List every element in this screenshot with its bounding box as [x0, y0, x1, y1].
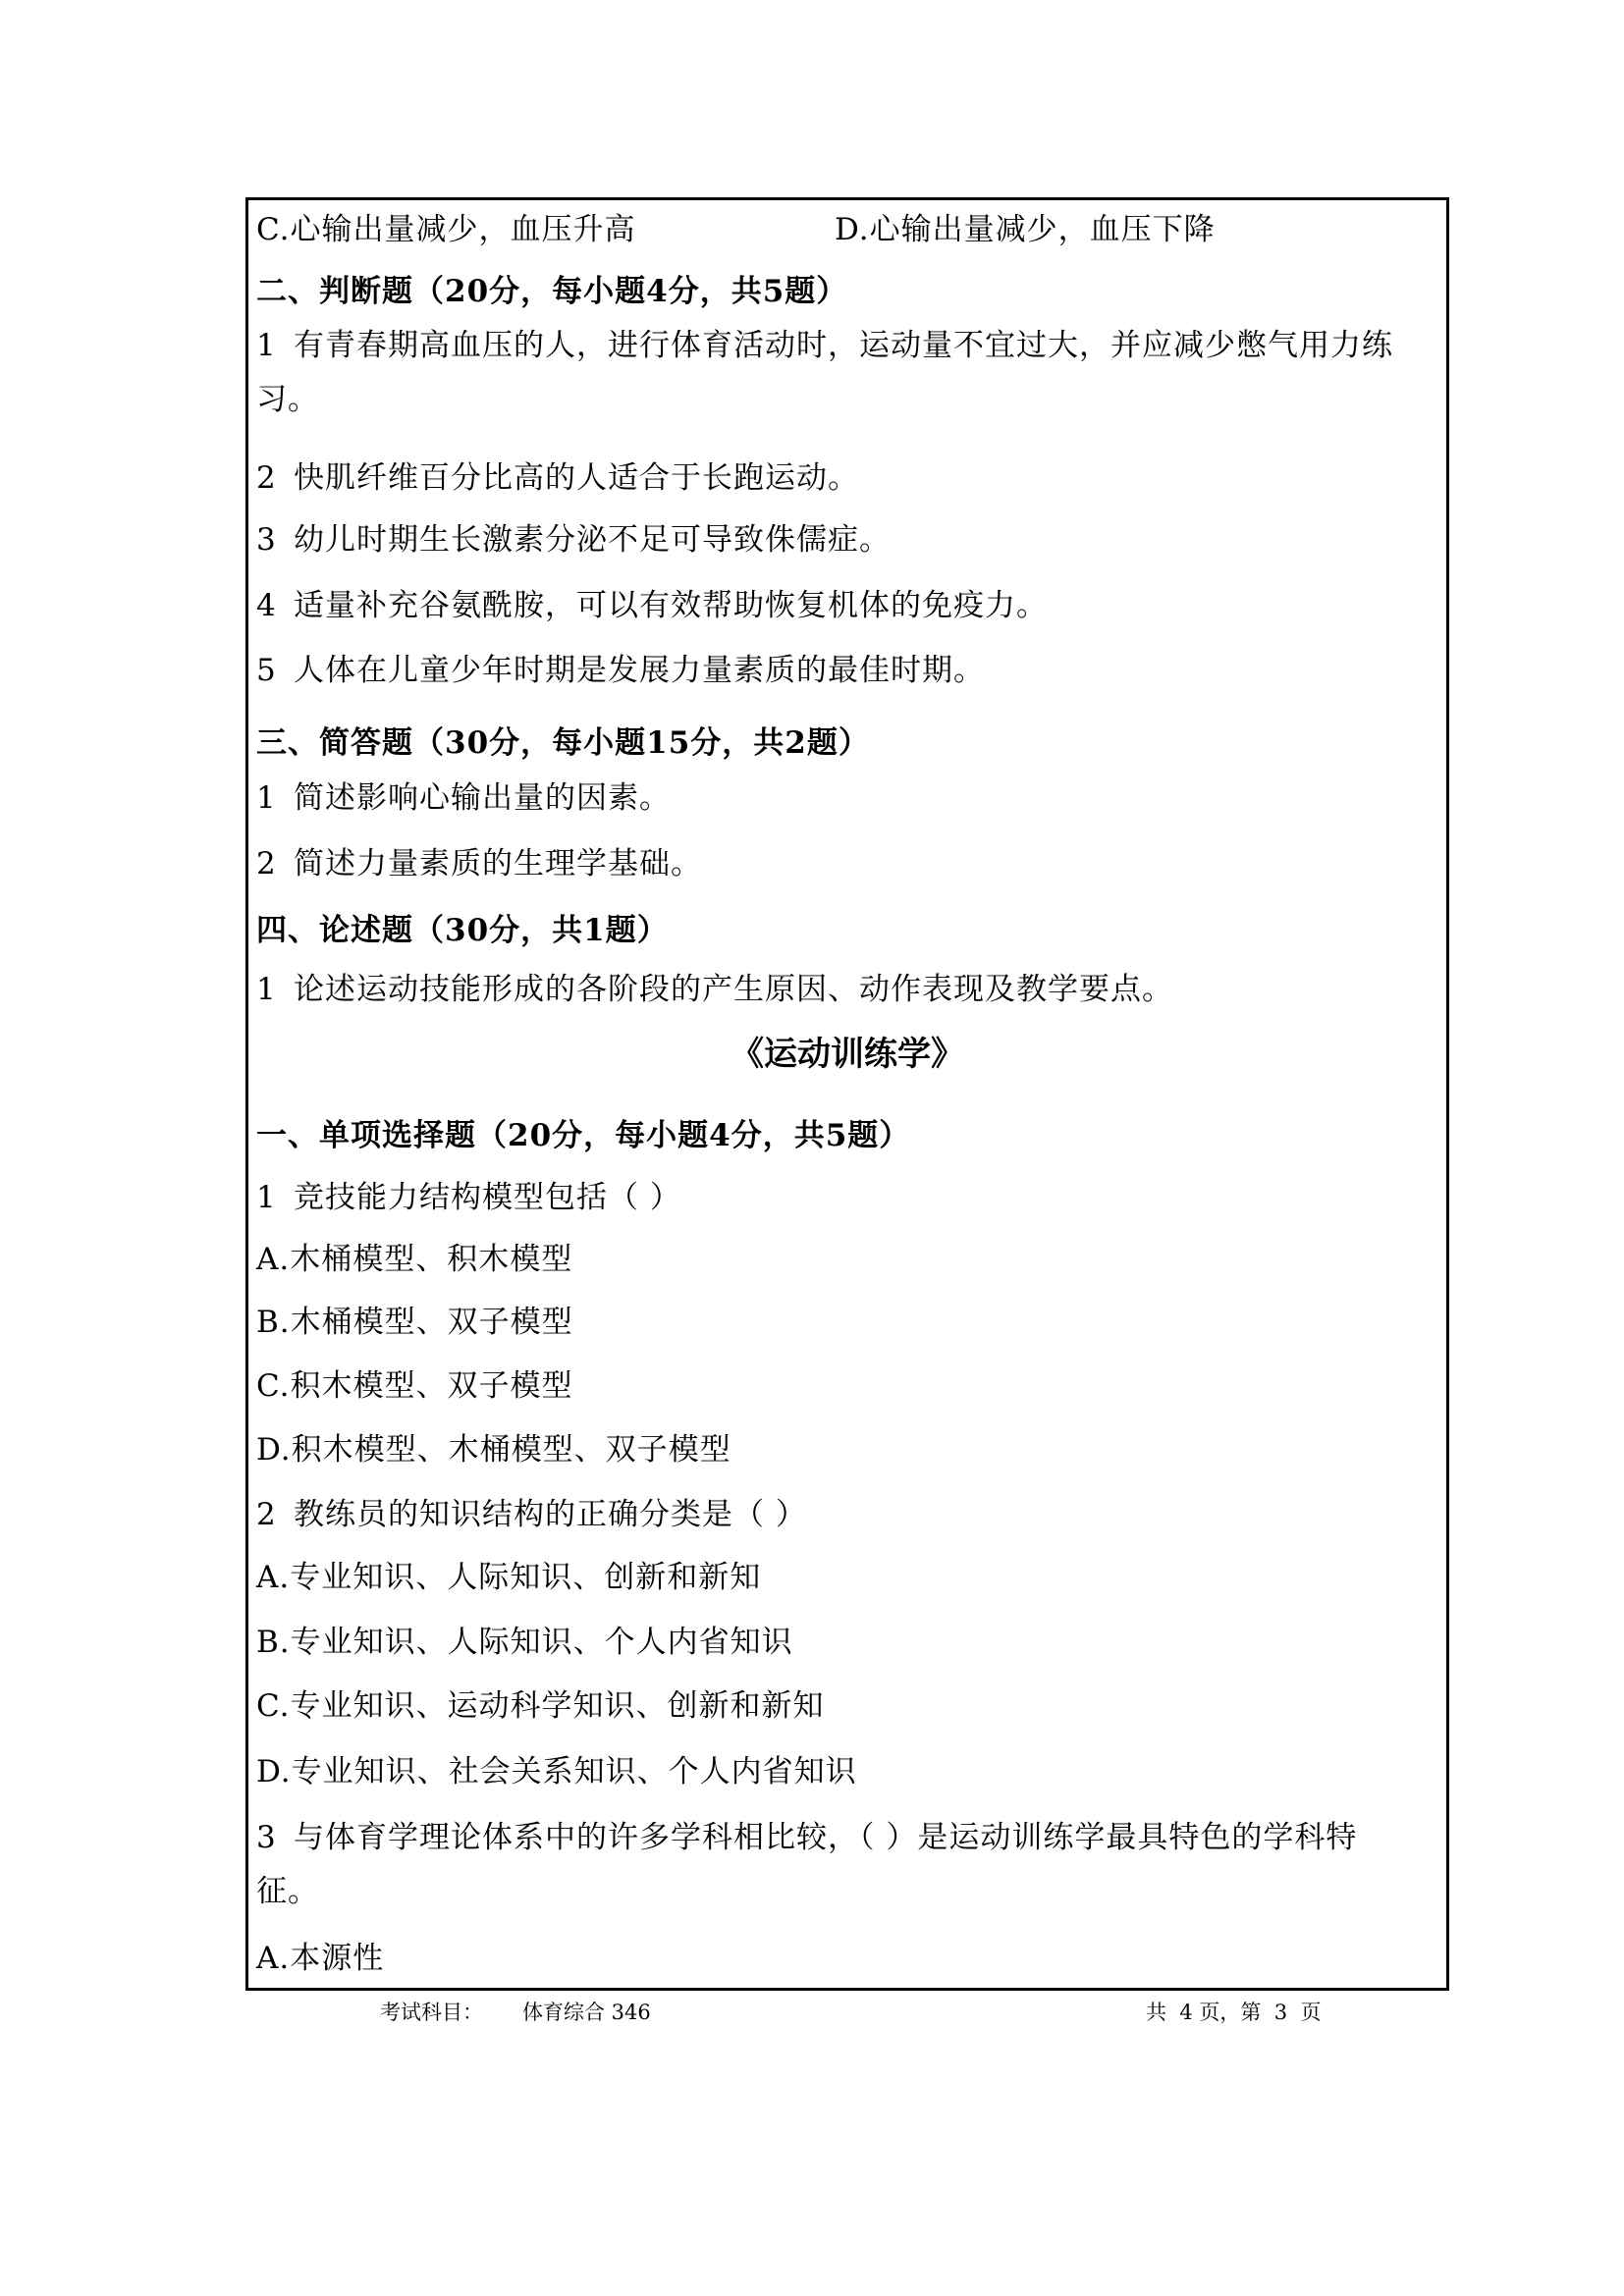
question-2-option-a: A.专业知识、人际知识、创新和新知 — [256, 1560, 762, 1595]
footer-subject-value: 体育综合 346 — [522, 2001, 651, 2024]
essay-item-1 — [256, 972, 1173, 1007]
item-number: 5 — [256, 653, 277, 688]
question-number: 3 — [256, 1820, 277, 1855]
judgment-item-1 — [256, 328, 1393, 363]
question-3 — [256, 1820, 1357, 1855]
question-1-option-d: D.积木模型、木桶模型、双子模型 — [256, 1432, 731, 1468]
item-text: 论述运动技能形成的各阶段的产生原因、动作表现及教学要点。 — [294, 972, 1173, 1007]
question-2-option-c: C.专业知识、运动科学知识、创新和新知 — [256, 1688, 825, 1724]
footer-subject-label: 考试科目： — [380, 2001, 483, 2024]
section-heading-single-choice: 一、单项选择题（20分，每小题4分，共5题） — [256, 1118, 911, 1153]
subject-title: 《运动训练学》 — [731, 1035, 964, 1074]
section-heading-essay: 四、论述题（30分，共1题） — [256, 913, 669, 948]
question-3-cont: 征。 — [256, 1874, 319, 1909]
question-1-option-c: C.积木模型、双子模型 — [256, 1368, 573, 1404]
item-number: 1 — [256, 972, 277, 1007]
question-number: 2 — [256, 1497, 277, 1532]
option-c — [256, 212, 635, 247]
footer-subject — [380, 1999, 651, 2026]
judgment-item-4 — [256, 588, 1048, 623]
short-answer-item-1 — [256, 780, 671, 816]
item-number: 2 — [256, 460, 277, 496]
item-number: 4 — [256, 588, 277, 623]
judgment-item-3 — [256, 522, 891, 558]
question-1-option-a: A.木桶模型、积木模型 — [256, 1242, 573, 1277]
item-text: 有青春期高血压的人，进行体育活动时，运动量不宜过大，并应减少憋气用力练 — [294, 328, 1393, 363]
item-text: 简述影响心输出量的因素。 — [294, 780, 671, 816]
judgment-item-5 — [256, 653, 985, 688]
footer-pagination: 共 4 页，第 3 页 — [1146, 2001, 1322, 2024]
question-2-option-d: D.专业知识、社会关系知识、个人内省知识 — [256, 1754, 857, 1789]
judgment-item-1-cont: 习。 — [256, 382, 319, 417]
section-heading-short-answer: 三、简答题（30分，每小题15分，共2题） — [256, 725, 870, 761]
item-number: 2 — [256, 846, 277, 881]
option-d — [835, 212, 1216, 247]
item-number: 1 — [256, 780, 277, 816]
item-text: 快肌纤维百分比高的人适合于长跑运动。 — [294, 460, 859, 496]
item-number: 1 — [256, 328, 277, 363]
judgment-item-2 — [256, 460, 859, 496]
option-c-text: C.心输出量减少，血压升高 — [256, 212, 636, 247]
question-1-option-b: B.木桶模型、双子模型 — [256, 1305, 573, 1340]
item-text: 适量补充谷氨酰胺，可以有效帮助恢复机体的免疫力。 — [294, 588, 1048, 623]
question-text: 竞技能力结构模型包括（ ） — [294, 1180, 681, 1215]
item-number: 3 — [256, 522, 277, 558]
option-d-text: D.心输出量减少，血压下降 — [835, 212, 1216, 247]
item-text: 幼儿时期生长激素分泌不足可导致侏儒症。 — [294, 522, 891, 558]
item-text: 简述力量素质的生理学基础。 — [294, 846, 702, 881]
short-answer-item-2 — [256, 846, 702, 881]
question-2-option-b: B.专业知识、人际知识、个人内省知识 — [256, 1625, 793, 1660]
question-text: 教练员的知识结构的正确分类是（ ） — [294, 1497, 807, 1532]
question-3-option-a: A.本源性 — [256, 1941, 385, 1976]
question-text: 与体育学理论体系中的许多学科相比较，（ ）是运动训练学最具特色的学科特 — [294, 1820, 1358, 1855]
section-heading-judgment: 二、判断题（20分，每小题4分，共5题） — [256, 274, 848, 309]
question-2 — [256, 1497, 807, 1532]
item-text: 人体在儿童少年时期是发展力量素质的最佳时期。 — [294, 653, 985, 688]
question-number: 1 — [256, 1180, 277, 1215]
question-1 — [256, 1180, 681, 1215]
